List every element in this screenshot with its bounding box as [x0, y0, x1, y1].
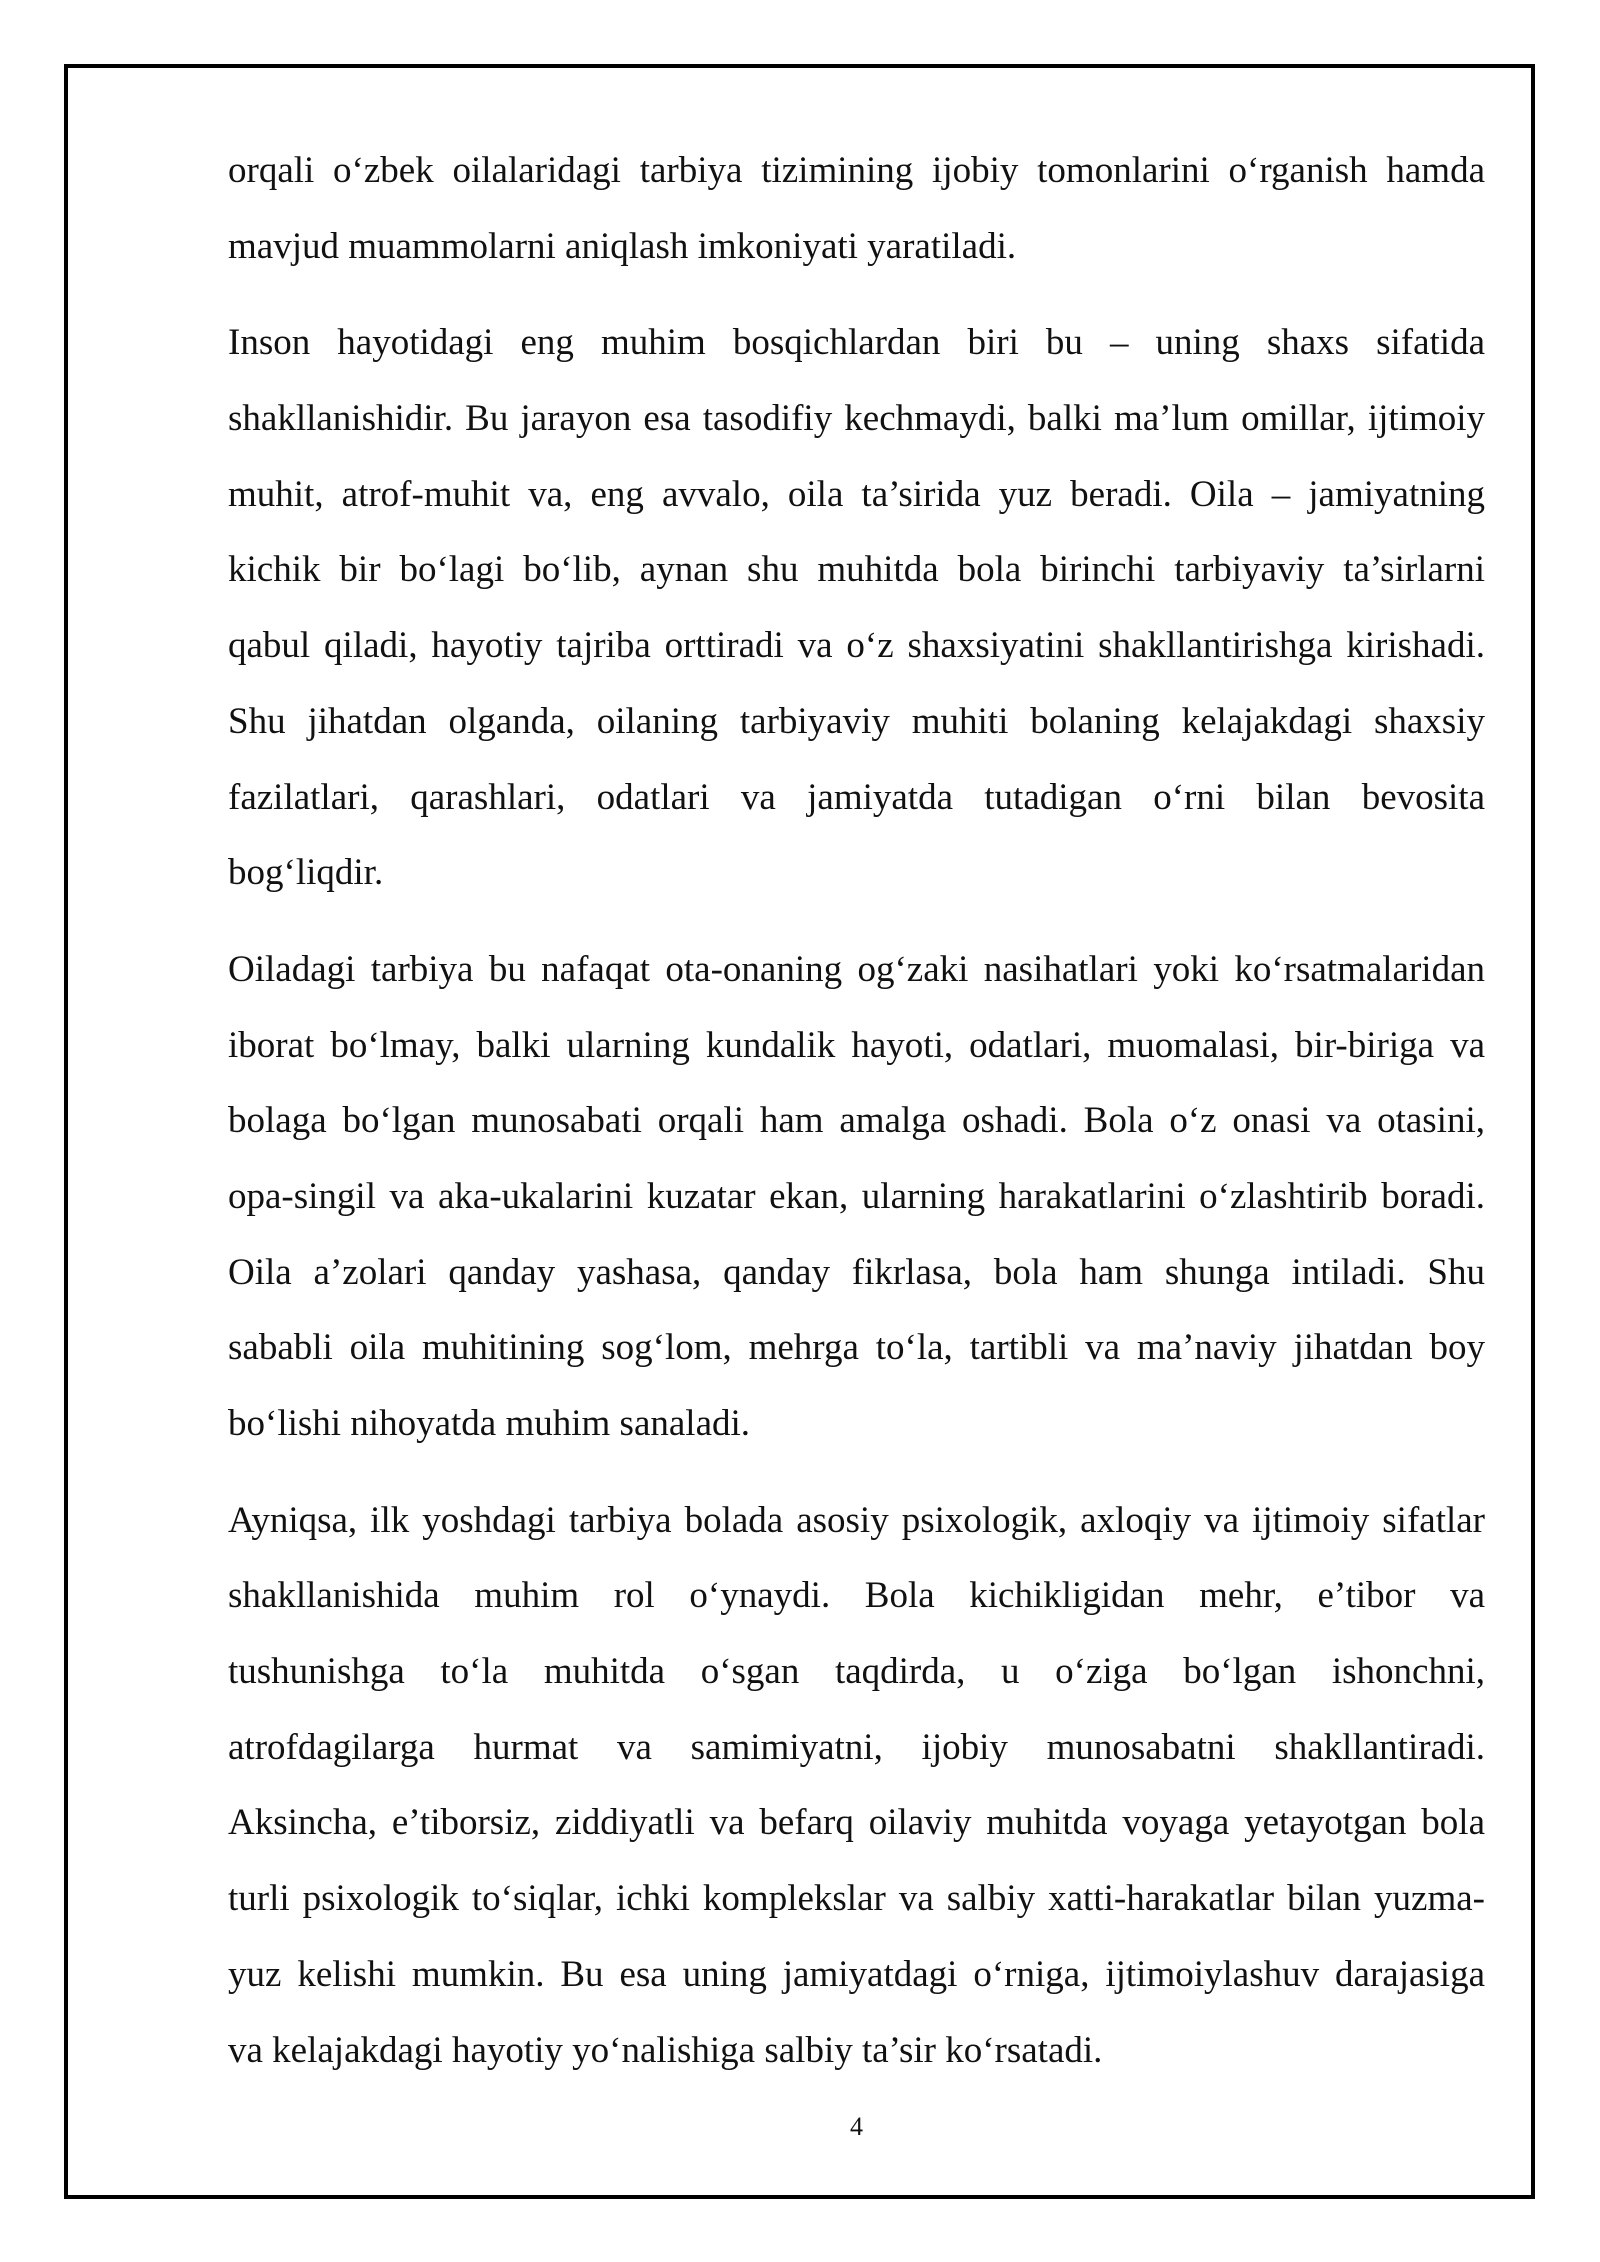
text-line: va kelajakdagi hayotiy yo‘nalishiga salbiy ta’sir ko‘rsatadi.: [228, 2029, 1103, 2071]
text-line: Ayniqsa, ilk yoshdagi tarbiya bolada asosiy psixologik, axloqiy va ijtimoiy sifatlar: [228, 1499, 1485, 1541]
text-line: turli psixologik to‘siqlar, ichki komplekslar va salbiy xatti-harakatlar bilan yuzma-: [228, 1878, 1485, 1920]
page-number: 4: [850, 2112, 863, 2141]
text-line: qabul qiladi, hayotiy tajriba orttiradi va o‘z shaxsiyatini shakllantirishga kirishadi.: [228, 625, 1485, 667]
text-line: yuz kelishi mumkin. Bu esa uning jamiyatdagi o‘rniga, ijtimoiylashuv darajasiga: [228, 1953, 1485, 1995]
text-line: sababli oila muhitining sog‘lom, mehrga to‘la, tartibli va ma’naviy jihatdan boy: [228, 1327, 1485, 1369]
paragraph: [228, 1483, 1485, 2089]
text-line: bolaga bo‘lgan munosabati orqali ham amalga oshadi. Bola o‘z onasi va otasini,: [228, 1100, 1485, 1142]
text-line: bog‘liqdir.: [228, 852, 384, 894]
paragraph: [228, 305, 1485, 911]
text-line: muhit, atrof-muhit va, eng avvalo, oila ta’sirida yuz beradi. Oila – jamiyatning: [228, 473, 1485, 515]
paragraph: [228, 133, 1485, 284]
text-line: bo‘lishi nihoyatda muhim sanaladi.: [228, 1403, 751, 1444]
text-line: Aksincha, e’tiborsiz, ziddiyatli va befarq oilaviy muhitda voyaga yetayotgan bola: [228, 1802, 1485, 1844]
body-text: [228, 133, 1485, 2088]
text-line: shakllanishida muhim rol o‘ynaydi. Bola kichikligidan mehr, e’tibor va: [228, 1575, 1485, 1617]
text-line: shakllanishidir. Bu jarayon esa tasodifiy kechmaydi, balki ma’lum omillar, ijtimoiy: [228, 398, 1485, 440]
text-line: mavjud muammolarni aniqlash imkoniyati yaratiladi.: [228, 225, 1017, 267]
text-line: Oila a’zolari qanday yashasa, qanday fikrlasa, bola ham shunga intiladi. Shu: [228, 1251, 1485, 1293]
paragraph: [228, 932, 1485, 1462]
text-line: atrofdagilarga hurmat va samimiyatni, ijobiy munosabatni shakllantiradi.: [228, 1726, 1485, 1768]
text-line: kichik bir bo‘lagi bo‘lib, aynan shu muhitda bola birinchi tarbiyaviy ta’sirlarni: [228, 549, 1485, 591]
text-line: tushunishga to‘la muhitda o‘sgan taqdirda, u o‘ziga bo‘lgan ishonchni,: [228, 1651, 1485, 1693]
text-line: iborat bo‘lmay, balki ularning kundalik hayoti, odatlari, muomalasi, bir-biriga va: [228, 1024, 1485, 1066]
text-line: Oiladagi tarbiya bu nafaqat ota-onaning og‘zaki nasihatlari yoki ko‘rsatmalaridan: [228, 948, 1485, 990]
text-line: opa-singil va aka-ukalarini kuzatar ekan, ularning harakatlarini o‘zlashtirib boradi.: [228, 1175, 1485, 1217]
text-line: orqali o‘zbek oilalaridagi tarbiya tizimining ijobiy tomonlarini o‘rganish hamda: [228, 150, 1485, 191]
text-line: Shu jihatdan olganda, oilaning tarbiyaviy muhiti bolaning kelajakdagi shaxsiy: [228, 700, 1485, 742]
text-line: fazilatlari, qarashlari, odatlari va jamiyatda tutadigan o‘rni bilan bevosita: [228, 776, 1485, 818]
text-line: Inson hayotidagi eng muhim bosqichlardan biri bu – uning shaxs sifatida: [228, 322, 1485, 364]
